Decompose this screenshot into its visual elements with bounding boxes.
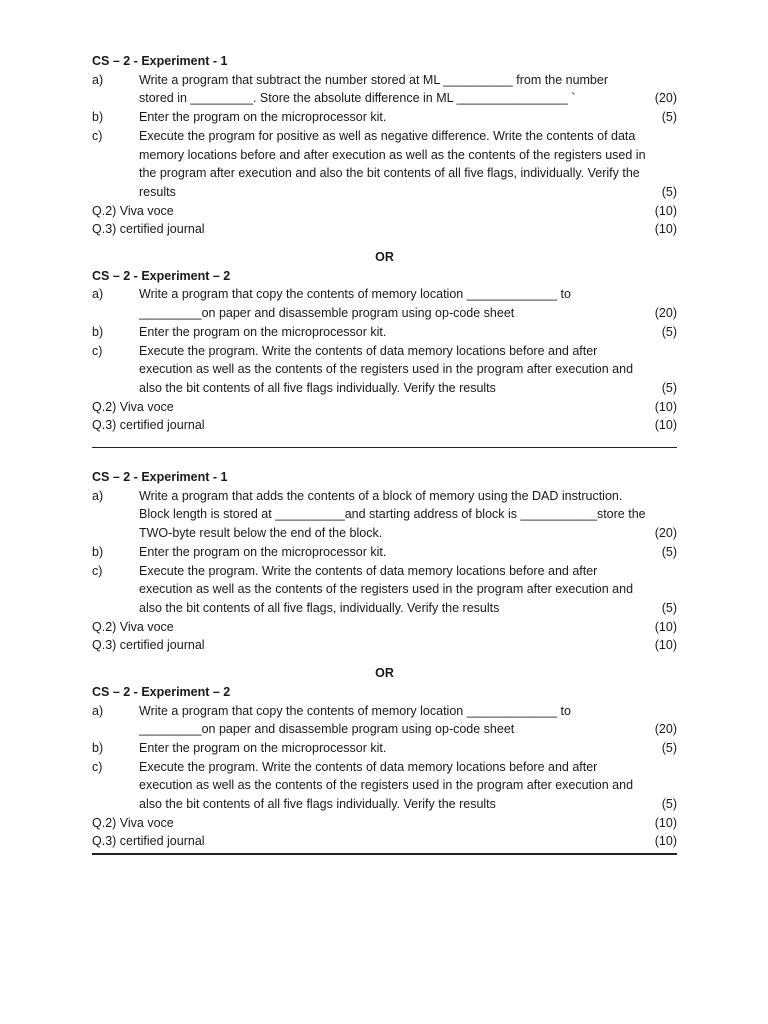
question-marks: (10)	[654, 638, 677, 653]
question-text: Q.2) Viva voce	[92, 619, 174, 634]
question-marks: (10)	[654, 619, 677, 634]
question-a	[92, 702, 677, 721]
experiment-title: CS – 2 - Experiment – 2	[92, 684, 231, 699]
question-marks: (10)	[654, 418, 677, 433]
paper1-experiment-1	[92, 52, 677, 239]
question-2	[92, 202, 677, 221]
question-c	[92, 127, 677, 146]
question-text: Execute the program. Write the contents of data memory locations before and after	[139, 563, 598, 578]
question-text: Execute the program. Write the contents of data memory locations before and after	[139, 343, 598, 358]
question-text: Q.3) certified journal	[92, 638, 205, 653]
question-marks: (10)	[654, 815, 677, 830]
question-2	[92, 814, 677, 833]
question-text: Write a program that subtract the number stored at ML __________ from the number	[139, 72, 609, 87]
question-c	[92, 342, 677, 361]
question-b	[92, 739, 677, 758]
question-text: Block length is stored at __________and starting address of block is ___________store the	[139, 507, 646, 522]
question-text: Execute the program for positive as well as negative difference. Write the contents of data	[139, 128, 636, 143]
question-marks: (5)	[661, 380, 677, 395]
question-text: Q.3) certified journal	[92, 418, 205, 433]
question-text: results	[139, 184, 176, 199]
question-marks: (5)	[661, 324, 677, 339]
question-text: execution as well as the contents of the registers used in the program after execution and	[139, 362, 634, 377]
question-marks: (10)	[654, 834, 677, 849]
question-text: _________on paper and disassemble program using op-code sheet	[139, 306, 515, 321]
question-a	[92, 487, 677, 506]
exam-sheet	[92, 52, 677, 855]
question-label: b)	[92, 740, 104, 755]
question-text: Q.2) Viva voce	[92, 399, 174, 414]
question-label: a)	[92, 703, 104, 718]
question-2	[92, 398, 677, 417]
question-marks: (10)	[654, 203, 677, 218]
question-label: a)	[92, 287, 104, 302]
question-marks: (5)	[661, 184, 677, 199]
question-a	[92, 71, 677, 90]
question-text: Write a program that adds the contents of a block of memory using the DAD instruction.	[139, 488, 623, 503]
question-marks: (5)	[661, 600, 677, 615]
question-text: the program after execution and also the bit contents of all five flags, individually. Verify the	[139, 166, 640, 181]
question-label: c)	[92, 343, 103, 358]
question-text: Write a program that copy the contents of memory location _____________ to	[139, 703, 571, 718]
question-text: Q.3) certified journal	[92, 222, 205, 237]
section-divider	[92, 447, 677, 448]
question-label: c)	[92, 128, 103, 143]
question-marks: (5)	[661, 110, 677, 125]
question-label: c)	[92, 759, 103, 774]
question-text: Enter the program on the microprocessor kit.	[139, 740, 387, 755]
question-label: a)	[92, 488, 104, 503]
question-label: a)	[92, 72, 104, 87]
question-text: memory locations before and after execution as well as the contents of the registers used in	[139, 147, 646, 162]
experiment-title: CS – 2 - Experiment – 2	[92, 268, 231, 283]
question-2	[92, 618, 677, 637]
question-marks: (5)	[661, 544, 677, 559]
question-marks: (20)	[654, 91, 677, 106]
question-marks: (20)	[654, 306, 677, 321]
question-text: execution as well as the contents of the registers used in the program after execution and	[139, 778, 634, 793]
question-marks: (10)	[654, 222, 677, 237]
question-text: Q.2) Viva voce	[92, 203, 174, 218]
question-marks: (20)	[654, 722, 677, 737]
question-3	[92, 220, 677, 239]
question-3	[92, 636, 677, 655]
question-text: Enter the program on the microprocessor kit.	[139, 110, 387, 125]
question-label: b)	[92, 324, 104, 339]
question-marks: (10)	[654, 399, 677, 414]
question-text: also the bit contents of all five flags, individually. Verify the results	[139, 600, 500, 615]
paper2-experiment-2	[92, 683, 677, 851]
or-separator: OR	[375, 666, 394, 681]
question-3	[92, 832, 677, 851]
question-c	[92, 562, 677, 581]
question-text: _________on paper and disassemble program using op-code sheet	[139, 722, 515, 737]
question-text: Q.2) Viva voce	[92, 815, 174, 830]
question-marks: (5)	[661, 797, 677, 812]
question-text: TWO-byte result below the end of the block.	[139, 526, 383, 541]
question-text: execution as well as the contents of the registers used in the program after execution and	[139, 582, 634, 597]
question-label: c)	[92, 563, 103, 578]
bottom-divider	[92, 853, 677, 855]
question-label: b)	[92, 544, 104, 559]
question-c	[92, 758, 677, 777]
paper2-experiment-1	[92, 468, 677, 655]
experiment-title: CS – 2 - Experiment - 1	[92, 470, 228, 485]
question-marks: (5)	[661, 740, 677, 755]
question-text: Enter the program on the microprocessor kit.	[139, 324, 387, 339]
question-text: Enter the program on the microprocessor kit.	[139, 544, 387, 559]
question-text: Q.3) certified journal	[92, 834, 205, 849]
or-separator: OR	[375, 250, 394, 265]
question-b	[92, 543, 677, 562]
question-label: b)	[92, 110, 104, 125]
question-text: Write a program that copy the contents of memory location _____________ to	[139, 287, 571, 302]
question-a	[92, 285, 677, 304]
paper1-experiment-2	[92, 267, 677, 435]
question-text: Execute the program. Write the contents of data memory locations before and after	[139, 759, 598, 774]
question-text: stored in _________. Store the absolute difference in ML ________________ `	[139, 91, 576, 106]
question-b	[92, 323, 677, 342]
question-text: also the bit contents of all five flags individually. Verify the results	[139, 797, 496, 812]
question-marks: (20)	[654, 526, 677, 541]
question-3	[92, 416, 677, 435]
question-b	[92, 108, 677, 127]
experiment-title: CS – 2 - Experiment - 1	[92, 54, 228, 68]
question-text: also the bit contents of all five flags individually. Verify the results	[139, 380, 496, 395]
